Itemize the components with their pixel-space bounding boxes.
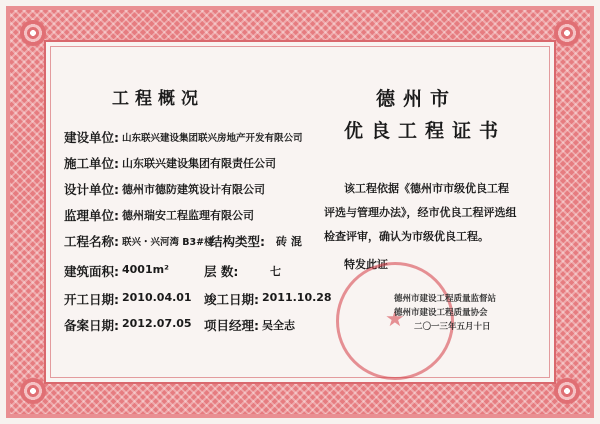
corner-ornament-icon <box>20 20 46 46</box>
issuer-line-1: 德州市建设工程质量监督站 <box>394 294 497 304</box>
corner-ornament-icon <box>554 378 580 404</box>
builder-value: 山东联兴建设集团联兴房地产开发有限公司 <box>122 133 303 144</box>
issuer-line-2: 德州市建设工程质量协会 <box>394 308 488 318</box>
builder-label: 建设单位: <box>64 130 119 145</box>
left-title: 工程概况 <box>112 89 204 109</box>
start-date-value: 2010.04.01 <box>122 291 192 304</box>
start-date-label: 开工日期: <box>64 292 119 307</box>
floors-value: 七 <box>270 265 281 278</box>
contractor-value: 山东联兴建设集团有限责任公司 <box>122 157 276 170</box>
supervisor-label: 监理单位: <box>64 208 119 223</box>
designer-label: 设计单位: <box>64 182 119 197</box>
contractor-label: 施工单位: <box>64 156 119 171</box>
complete-date-label: 竣工日期: <box>204 292 259 307</box>
area-label: 建筑面积: <box>64 264 119 279</box>
complete-date-value: 2011.10.28 <box>262 291 332 304</box>
supervisor-value: 德州瑞安工程监理有限公司 <box>122 209 254 222</box>
project-name-label: 工程名称: <box>64 234 119 249</box>
project-name-value: 联兴・兴河湾 B3#楼 <box>122 237 214 248</box>
seal-star-icon: ★ <box>385 307 405 332</box>
record-date-label: 备案日期: <box>64 318 119 333</box>
certify-text: 特发此证 <box>344 258 388 271</box>
floors-label: 层 数: <box>204 264 239 279</box>
body-line-3: 检查评审，确认为市级优良工程。 <box>324 230 489 243</box>
right-title-certificate: 优良工程证书 <box>344 120 507 142</box>
designer-value: 德州市德防建筑设计有限公司 <box>122 183 265 196</box>
issue-date: 二〇一三年五月十日 <box>414 322 491 332</box>
corner-ornament-icon <box>554 20 580 46</box>
right-title-city: 德州市 <box>376 88 458 110</box>
area-value: 4001m² <box>122 263 169 276</box>
body-line-1: 该工程依据《德州市市级优良工程 <box>344 182 509 195</box>
project-manager-label: 项目经理: <box>204 318 259 333</box>
corner-ornament-icon <box>20 378 46 404</box>
project-manager-value: 吴全志 <box>262 319 295 332</box>
record-date-value: 2012.07.05 <box>122 317 192 330</box>
structure-label: 结构类型: <box>210 234 265 249</box>
structure-value: 砖 混 <box>276 235 302 248</box>
body-line-2: 评选与管理办法》，经市优良工程评选组 <box>324 206 517 219</box>
